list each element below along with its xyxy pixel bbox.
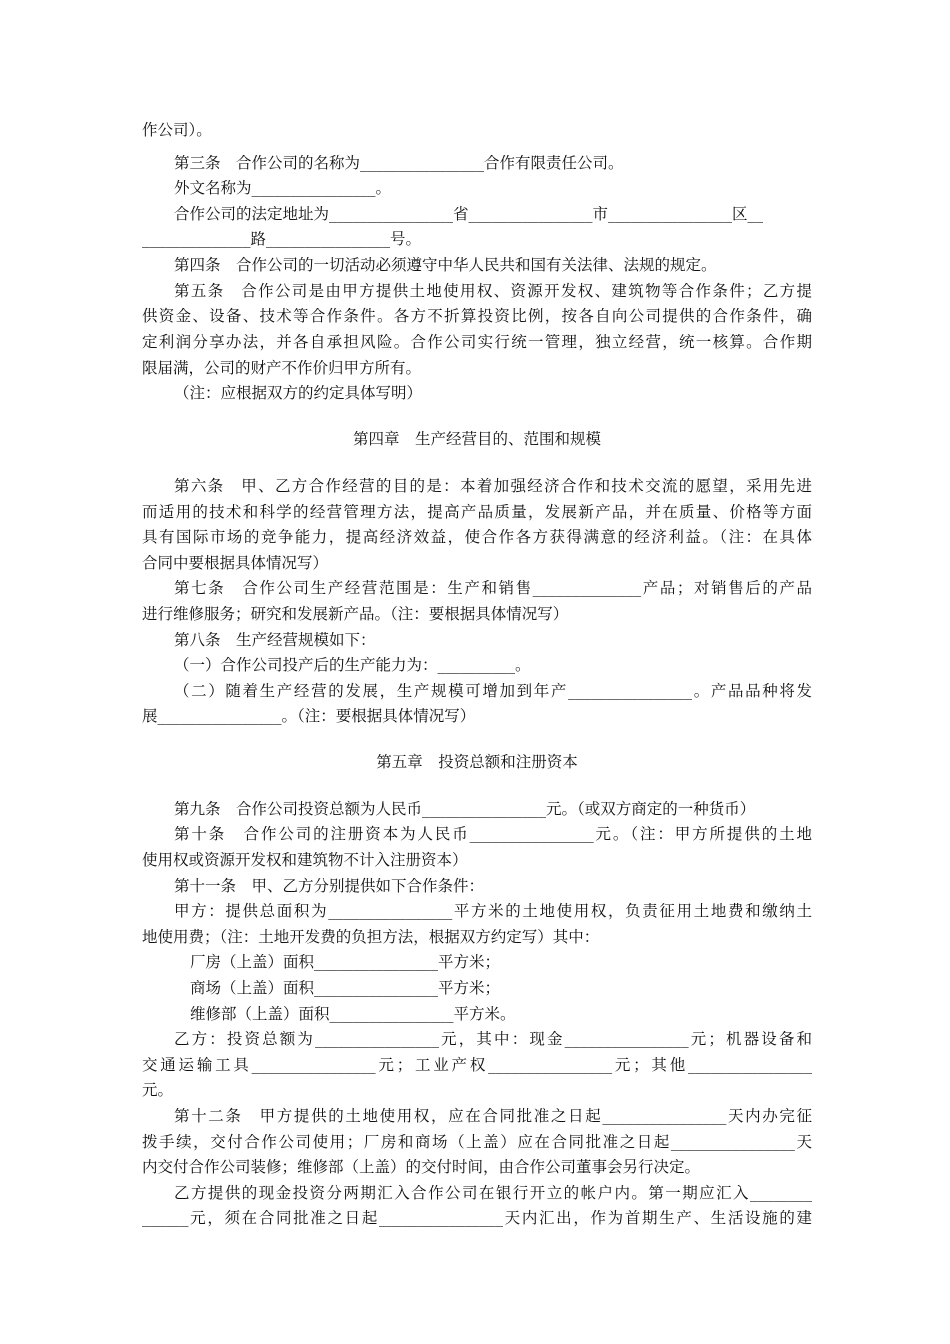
list-item: 维修部（上盖）面积________________平方米。 <box>190 1005 516 1023</box>
clause-11: 第十一条 甲、乙方分别提供如下合作条件： <box>174 877 485 895</box>
chapter-5-heading: 第五章 投资总额和注册资本 <box>376 753 578 771</box>
list-item: 厂房（上盖）面积________________平方米； <box>190 953 501 971</box>
text-line: ______________路________________号。 <box>142 230 422 248</box>
list-item: 商场（上盖）面积________________平方米； <box>190 979 501 997</box>
party-b-terms: 乙方：投资总额为________________元，其中：现金________________元；机器设备和 <box>174 1030 812 1048</box>
clause-5: 第五条 合作公司是由甲方提供土地使用权、资源开发权、建筑物等合作条件；乙方提 <box>174 282 812 300</box>
text-line: 乙方提供的现金投资分两期汇入合作公司在银行开立的帐户内。第一期应汇入________ <box>174 1184 812 1202</box>
text-line: 作公司）。 <box>142 121 212 139</box>
text-line: 供资金、设备、技术等合作条件。各方不折算投资比例，按各自向公司提供的合作条件，确 <box>142 307 812 325</box>
text-line: 外文名称为________________。 <box>174 179 392 197</box>
text-line: 合作公司的法定地址为________________省________________市________________区__ <box>174 205 764 223</box>
clause-7: 第七条 合作公司生产经营范围是：生产和销售______________产品；对销售后的产品 <box>174 579 812 597</box>
clause-3: 第三条 合作公司的名称为________________合作有限责任公司。 <box>174 154 624 172</box>
text-line: 内交付合作公司装修；维修部（上盖）的交付时间，由合作公司董事会另行决定。 <box>142 1158 701 1176</box>
text-line: 元。 <box>142 1081 174 1099</box>
text-line: 使用权或资源开发权和建筑物不计入注册资本） <box>142 851 468 869</box>
text-line: 交通运输工具________________元；工业产权________________元；其他________________ <box>142 1056 812 1074</box>
chapter-4-heading: 第四章 生产经营目的、范围和规模 <box>352 430 601 448</box>
text-line: 合同中要根据具体情况写） <box>142 554 329 572</box>
list-item: （一）合作公司投产后的生产能力为：__________。 <box>174 656 531 674</box>
text-line: 而适用的技术和科学的经营管理方法，提高产品质量，发展新产品，并在质量、价格等方面 <box>142 503 812 521</box>
note-line: （注：应根据双方的约定具体写明） <box>174 384 423 402</box>
text-line: 展________________。（注：要根据具体情况写） <box>142 707 476 725</box>
text-line: 限届满，公司的财产不作价归甲方所有。 <box>142 359 422 377</box>
clause-9: 第九条 合作公司投资总额为人民币________________元。（或双方商定的一种货币） <box>174 800 756 818</box>
text-line: 定利润分享办法，并各自承担风险。合作公司实行统一管理，独立经营，统一核算。合作期 <box>142 333 812 351</box>
list-item: （二）随着生产经营的发展，生产规模可增加到年产________________。产品品种将发 <box>174 682 812 700</box>
text-line: ______元，须在合同批准之日起________________天内汇出，作为首期生产、生活设施的建 <box>142 1209 812 1227</box>
party-a-terms: 甲方：提供总面积为________________平方米的土地使用权，负责征用土地费和缴纳土 <box>174 902 812 920</box>
clause-12: 第十二条 甲方提供的土地使用权，应在合同批准之日起________________天内办完征 <box>174 1107 812 1125</box>
text-line: 拨手续，交付合作公司使用；厂房和商场（上盖）应在合同批准之日起________________天 <box>142 1133 812 1151</box>
text-line: 具有国际市场的竞争能力，提高经济效益，使合作各方获得满意的经济利益。（注：在具体 <box>142 528 812 546</box>
clause-6: 第六条 甲、乙方合作经营的目的是：本着加强经济合作和技术交流的愿望，采用先进 <box>174 477 812 495</box>
text-line: 进行维修服务；研究和发展新产品。（注：要根据具体情况写） <box>142 605 569 623</box>
clause-4: 第四条 合作公司的一切活动必须遵守中华人民共和国有关法律、法规的规定。 <box>174 256 717 274</box>
clause-8: 第八条 生产经营规模如下： <box>174 631 376 649</box>
clause-10: 第十条 合作公司的注册资本为人民币________________元。（注：甲方所提供的土地 <box>174 825 812 843</box>
text-line: 地使用费；（注：土地开发费的负担方法，根据双方约定写）其中： <box>142 928 600 946</box>
